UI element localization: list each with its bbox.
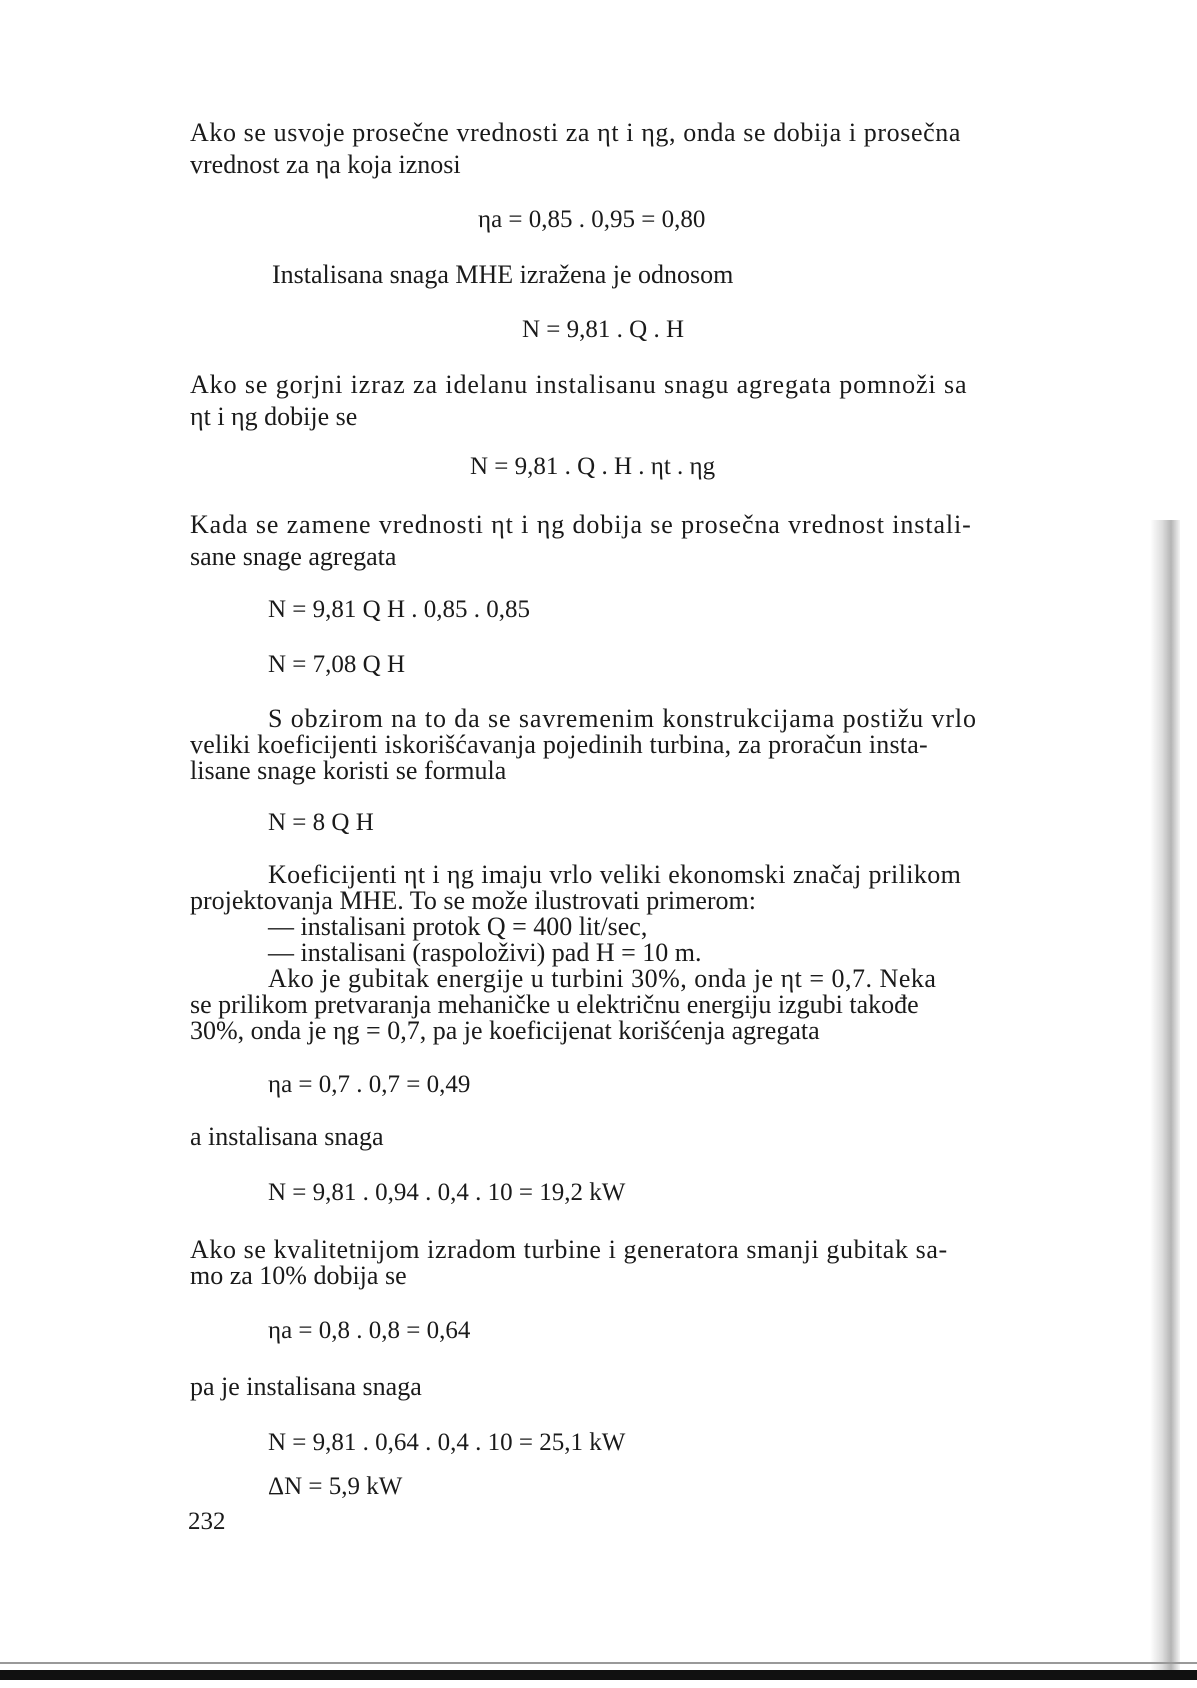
paragraph-line: Ako je gubitak energije u turbini 30%, onda je ηt = 0,7. Neka: [268, 964, 937, 993]
paragraph-line: — instalisani (raspoloživi) pad H = 10 m.: [268, 938, 702, 967]
paragraph-line: lisane snage koristi se formula: [190, 756, 507, 785]
equation: N = 7,08 Q H: [268, 651, 406, 678]
paragraph-line: pa je instalisana snaga: [190, 1372, 422, 1401]
paragraph-line: Instalisana snaga MHE izražena je odnosom: [272, 260, 734, 289]
page-number: 232: [188, 1508, 226, 1535]
paragraph-line: Ako se kvalitetnijom izradom turbine i generatora smanji gubitak sa-: [190, 1235, 948, 1264]
paragraph-line: veliki koeficijenti iskorišćavanja pojedinih turbina, za proračun insta-: [190, 730, 928, 759]
paragraph-line: vrednost za ηa koja iznosi: [190, 150, 461, 179]
equation: N = 8 Q H: [268, 809, 374, 836]
paragraph-line: S obzirom na to da se savremenim konstrukcijama postižu vrlo: [268, 704, 977, 733]
bottom-scan-border: [0, 1670, 1197, 1680]
equation: N = 9,81 Q H . 0,85 . 0,85: [268, 596, 531, 623]
bottom-rule: [0, 1662, 1197, 1664]
equation: N = 9,81 . 0,64 . 0,4 . 10 = 25,1 kW: [268, 1429, 626, 1456]
paragraph-line: Koeficijenti ηt i ηg imaju vrlo veliki ekonomski značaj prilikom: [268, 860, 962, 889]
paragraph-line: Ako se usvoje prosečne vrednosti za ηt i ηg, onda se dobija i prosečna: [190, 118, 962, 147]
paragraph-line: se prilikom pretvaranja mehaničke u električnu energiju izgubi takođe: [190, 990, 919, 1019]
equation: ΔN = 5,9 kW: [268, 1473, 403, 1500]
equation: ηa = 0,85 . 0,95 = 0,80: [478, 206, 706, 233]
paragraph-line: mo za 10% dobija se: [190, 1261, 407, 1290]
paragraph-line: Kada se zamene vrednosti ηt i ηg dobija se prosečna vrednost instali-: [190, 510, 972, 539]
paragraph-line: a instalisana snaga: [190, 1122, 384, 1151]
paragraph-line: ηt i ηg dobije se: [190, 402, 358, 431]
equation: N = 9,81 . Q . H . ηt . ηg: [470, 453, 716, 480]
paragraph-line: sane snage agregata: [190, 542, 397, 571]
paragraph-line: projektovanja MHE. To se može ilustrovati primerom:: [190, 886, 756, 915]
paragraph-line: 30%, onda je ηg = 0,7, pa je koeficijenat korišćenja agregata: [190, 1016, 820, 1045]
equation: N = 9,81 . Q . H: [522, 316, 685, 343]
equation: N = 9,81 . 0,94 . 0,4 . 10 = 19,2 kW: [268, 1179, 626, 1206]
page-edge-shadow: [1150, 520, 1180, 1680]
equation: ηa = 0,7 . 0,7 = 0,49: [268, 1071, 471, 1098]
paragraph-line: — instalisani protok Q = 400 lit/sec,: [268, 912, 648, 941]
paragraph-line: Ako se gorjni izraz za idelanu instalisanu snagu agregata pomnoži sa: [190, 370, 968, 399]
equation: ηa = 0,8 . 0,8 = 0,64: [268, 1317, 471, 1344]
